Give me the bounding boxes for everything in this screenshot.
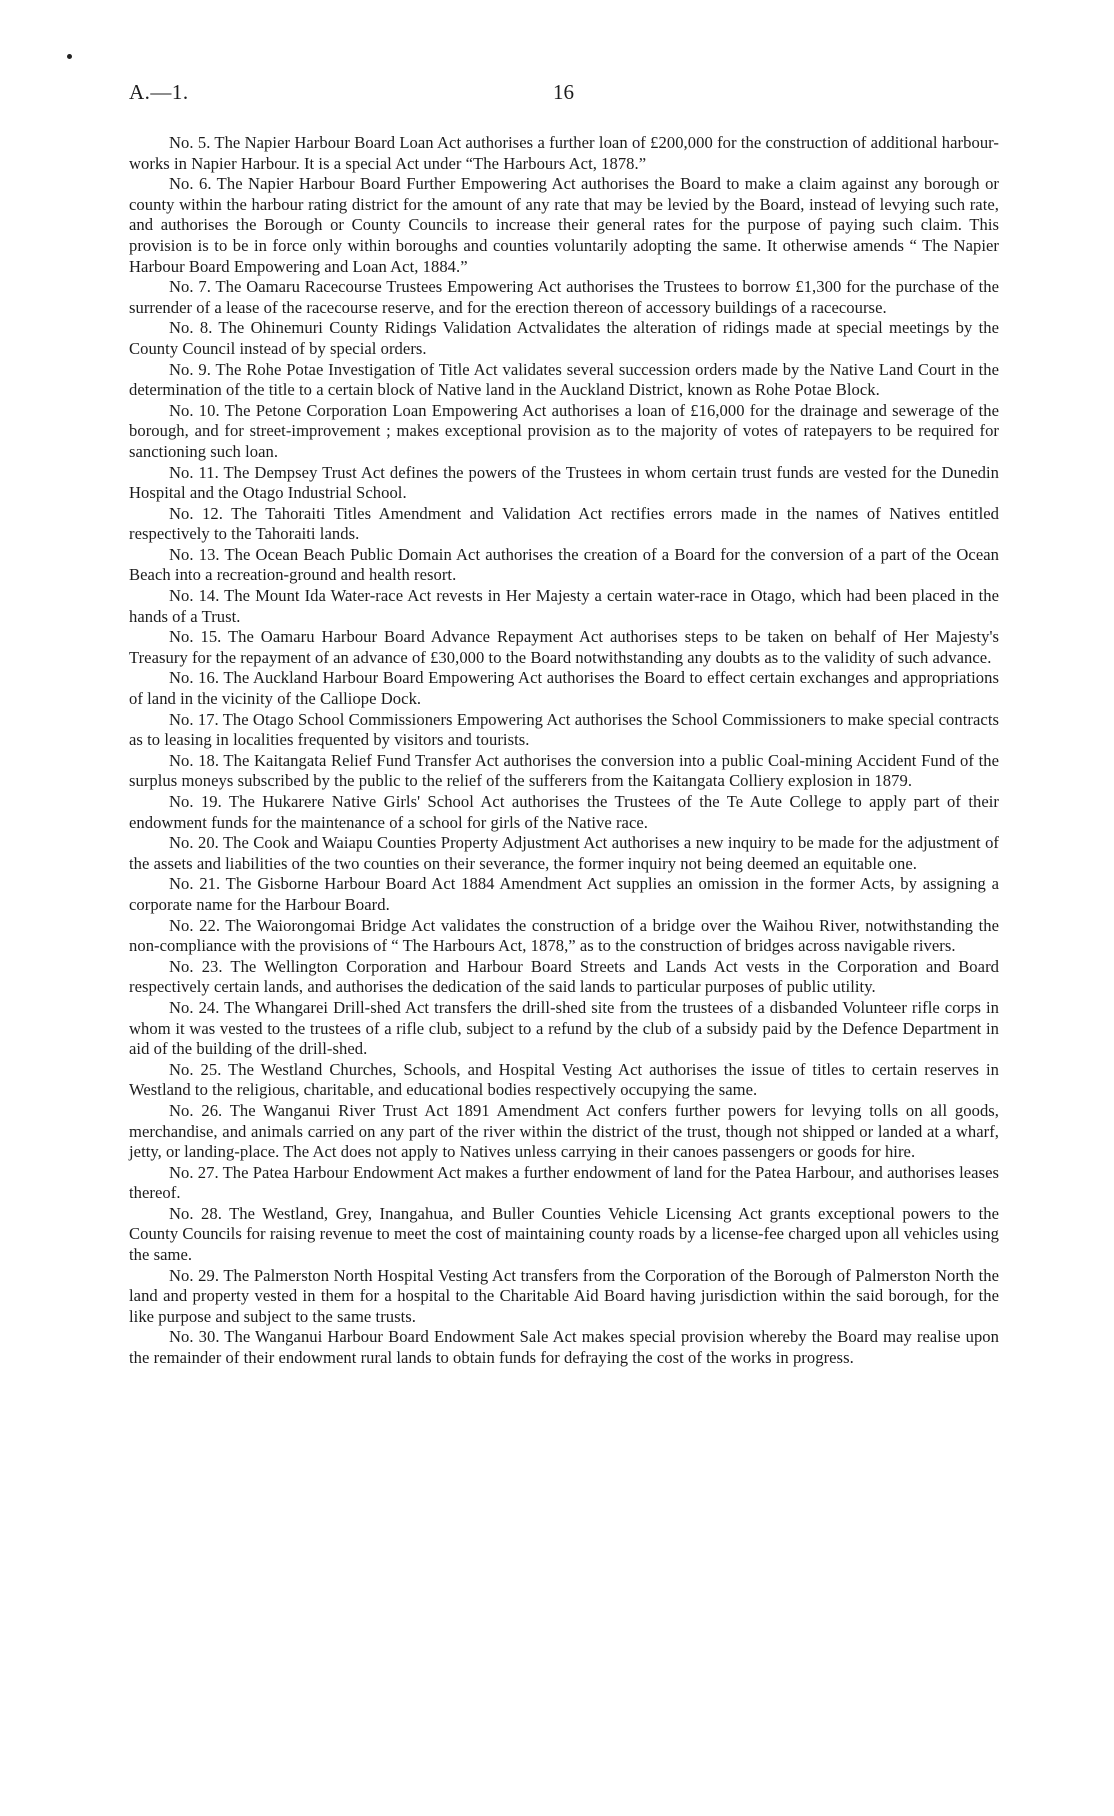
- paragraph-act-6: No. 6. The Napier Harbour Board Further Empowering Act authorises the Board to make a claim against any borough or county within the harbour rating district for the amount of any rate that may be levied by the Board, instead of levying such rate, and authorises the Borough or County Councils to increase their general rates for the purpose of paying such claim. This provision is to be in force only within boroughs and counties voluntarily adopting the same. It otherwise amends “ The Napier Harbour Board Empowering and Loan Act, 1884.”: [129, 174, 999, 276]
- paragraph-act-16: No. 16. The Auckland Harbour Board Empowering Act authorises the Board to effect certain exchanges and appropriations of land in the vicinity of the Calliope Dock.: [129, 668, 999, 709]
- paragraph-act-18: No. 18. The Kaitangata Relief Fund Transfer Act authorises the conversion into a public Coal-mining Accident Fund of the surplus moneys subscribed by the public to the relief of the sufferers from the Kaitangata Colliery explosion in 1879.: [129, 750, 999, 791]
- paragraph-act-21: No. 21. The Gisborne Harbour Board Act 1884 Amendment Act supplies an omission in the former Acts, by assigning a corporate name for the Harbour Board.: [129, 874, 999, 914]
- paragraph-act-15: No. 15. The Oamaru Harbour Board Advance Repayment Act authorises steps to be taken on behalf of Her Majesty's Treasury for the repayment of an advance of £30,000 to the Board notwithstanding any doubts as to the validity of such advance.: [129, 627, 999, 667]
- paragraph-act-26: No. 26. The Wanganui River Trust Act 1891 Amendment Act confers further powers for levying tolls on all goods, merchandise, and animals carried on any part of the river within the district of the trust, though not shipped or landed at a wharf, jetty, or landing-place. The Act does not apply to Natives unless carrying in their canoes passengers or goods for hire.: [129, 1100, 999, 1162]
- page-number: 16: [553, 80, 574, 104]
- paragraph-act-25: No. 25. The Westland Churches, Schools, and Hospital Vesting Act authorises the issue of titles to certain reserves in Westland to the religious, charitable, and educational bodies respectively occupying the same.: [129, 1059, 999, 1100]
- acts-summary-body: [129, 133, 999, 1369]
- paragraph-act-23: No. 23. The Wellington Corporation and Harbour Board Streets and Lands Act vests in the Corporation and Board respectively certain lands, and authorises the dedication of the said lands to particular purposes of public utility.: [129, 956, 999, 997]
- paragraph-act-22: No. 22. The Waiorongomai Bridge Act validates the construction of a bridge over the Waihou River, notwithstanding the non-compliance with the provisions of “ The Harbours Act, 1878,” as to the construction of bridges across navigable rivers.: [129, 915, 999, 956]
- paragraph-act-29: No. 29. The Palmerston North Hospital Vesting Act transfers from the Corporation of the Borough of Palmerston North the land and property vested in them for a hospital to the Charitable Aid Board having jurisdiction within the said borough, for the like purpose and subject to the same trusts.: [129, 1265, 999, 1326]
- paragraph-act-11: No. 11. The Dempsey Trust Act defines the powers of the Trustees in whom certain trust funds are vested for the Dunedin Hospital and the Otago Industrial School.: [129, 462, 999, 503]
- paragraph-act-24: No. 24. The Whangarei Drill-shed Act transfers the drill-shed site from the trustees of a disbanded Volunteer rifle corps in whom it was vested to the trustees of a rifle club, subject to a refund by the club of a subsidy paid by the Defence Department in aid of the building of the drill-shed.: [129, 997, 999, 1059]
- paragraph-act-9: No. 9. The Rohe Potae Investigation of Title Act validates several succession orders made by the Native Land Court in the determination of the title to a certain block of Native land in the Auckland District, known as Rohe Potae Block.: [129, 359, 999, 400]
- paragraph-act-8: No. 8. The Ohinemuri County Ridings Validation Actvalidates the alteration of ridings made at special meetings by the County Council instead of by special orders.: [129, 318, 999, 358]
- paragraph-act-20: No. 20. The Cook and Waiapu Counties Property Adjustment Act authorises a new inquiry to be made for the adjustment of the assets and liabilities of the two counties on their severance, the former inquiry not being deemed an equitable one.: [129, 833, 999, 873]
- stray-ink-dot: [67, 54, 72, 59]
- paragraph-act-12: No. 12. The Tahoraiti Titles Amendment and Validation Act rectifies errors made in the names of Natives entitled respectively to the Tahoraiti lands.: [129, 503, 999, 544]
- paragraph-act-13: No. 13. The Ocean Beach Public Domain Act authorises the creation of a Board for the conversion of a part of the Ocean Beach into a recreation-ground and health resort.: [129, 544, 999, 585]
- paragraph-act-14: No. 14. The Mount Ida Water-race Act revests in Her Majesty a certain water-race in Otago, which had been placed in the hands of a Trust.: [129, 586, 999, 626]
- paragraph-act-27: No. 27. The Patea Harbour Endowment Act makes a further endowment of land for the Patea Harbour, and authorises leases thereof.: [129, 1162, 999, 1203]
- page-header: [129, 80, 999, 108]
- paragraph-act-10: No. 10. The Petone Corporation Loan Empowering Act authorises a loan of £16,000 for the drainage and sewerage of the borough, and for street-improvement ; makes exceptional provision as to the majority of votes of ratepayers to be required for sanctioning such loan.: [129, 400, 999, 461]
- paragraph-act-7: No. 7. The Oamaru Racecourse Trustees Empowering Act authorises the Trustees to borrow £1,300 for the purchase of the surrender of a lease of the racecourse reserve, and for the erection thereon of accessory buildings of a racecourse.: [129, 277, 999, 317]
- paragraph-act-5: No. 5. The Napier Harbour Board Loan Act authorises a further loan of £200,000 for the construction of additional harbour-works in Napier Harbour. It is a special Act under “The Harbours Act, 1878.”: [129, 133, 999, 173]
- paragraph-act-17: No. 17. The Otago School Commissioners Empowering Act authorises the School Commissioners to make special contracts as to leasing in localities frequented by visitors and tourists.: [129, 709, 999, 750]
- paragraph-act-19: No. 19. The Hukarere Native Girls' School Act authorises the Trustees of the Te Aute College to apply part of their endowment funds for the maintenance of a school for girls of the Native race.: [129, 792, 999, 832]
- paragraph-act-30: No. 30. The Wanganui Harbour Board Endowment Sale Act makes special provision whereby the Board may realise upon the remainder of their endowment rural lands to obtain funds for defraying the cost of the works in progress.: [129, 1327, 999, 1368]
- paragraph-act-28: No. 28. The Westland, Grey, Inangahua, and Buller Counties Vehicle Licensing Act grants exceptional powers to the County Councils for raising revenue to meet the cost of maintaining county roads by a license-fee charged upon all vehicles using the same.: [129, 1203, 999, 1265]
- document-reference: A.—1.: [129, 80, 189, 104]
